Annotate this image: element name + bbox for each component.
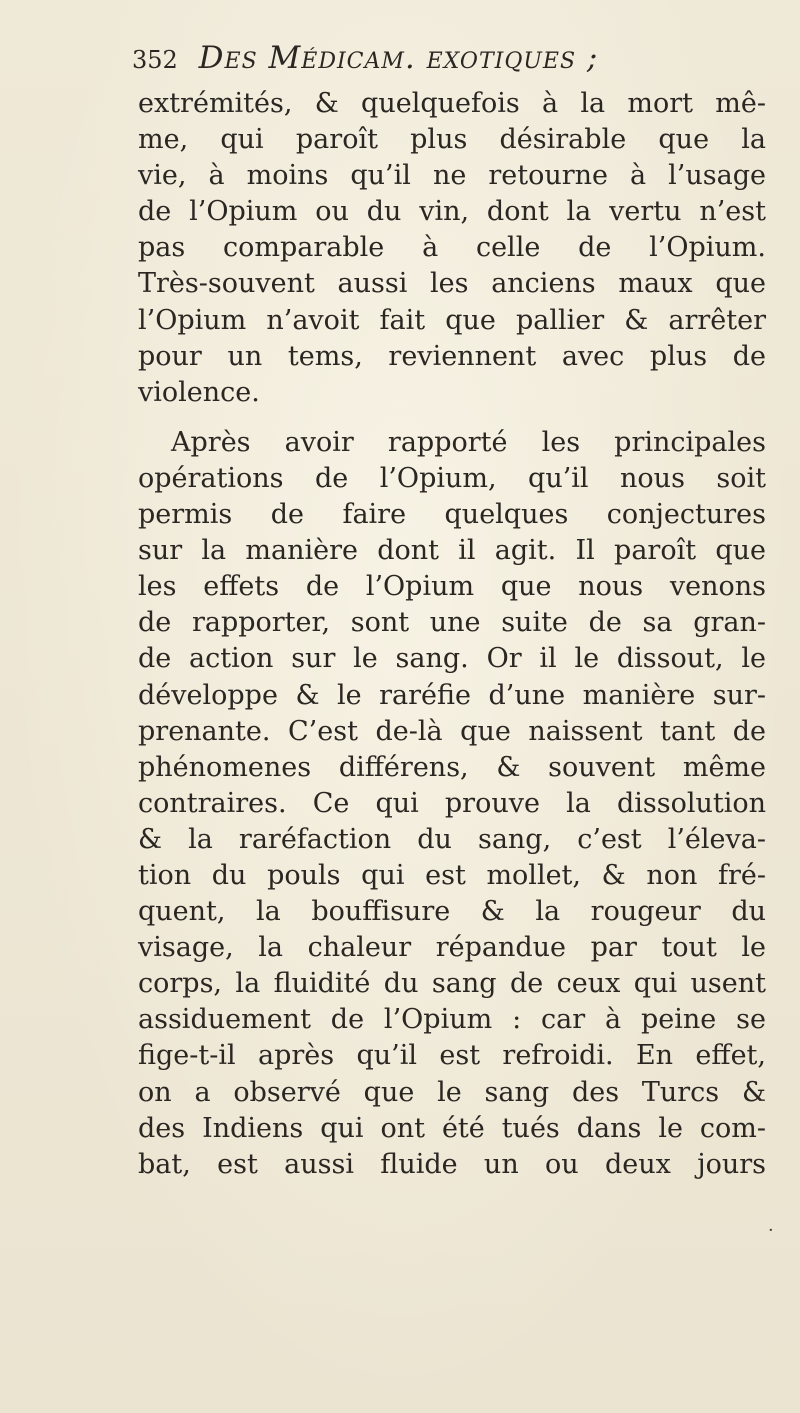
- text-line: tion du pouls qui est mollet, & non fré-: [138, 859, 766, 891]
- text-line: pas comparable à celle de l’Opium.: [138, 232, 766, 264]
- text-line: prenante. C’est de-là que naissent tant de: [138, 715, 766, 747]
- paragraph-break: [138, 411, 766, 425]
- text-line: vie, à moins qu’il ne retourne à l’usage: [138, 160, 766, 192]
- text-line: des Indiens qui ont été tués dans le com-: [138, 1112, 766, 1144]
- text-line: de action sur le sang. Or il le dissout, le: [138, 643, 766, 675]
- paragraph: [138, 86, 766, 411]
- body-text: [138, 86, 766, 1183]
- text-line: me, qui paroît plus désirable que la: [138, 124, 766, 156]
- text-line: corps, la fluidité du sang de ceux qui usent: [138, 968, 766, 1000]
- page-header: [132, 40, 752, 92]
- text-line: opérations de l’Opium, qu’il nous soit: [138, 462, 766, 494]
- text-line: permis de faire quelques conjectures: [138, 499, 766, 531]
- stray-ink-mark: ·: [768, 1220, 774, 1241]
- text-line: les effets de l’Opium que nous venons: [138, 571, 766, 603]
- text-line: quent, la bouffisure & la rougeur du: [138, 896, 766, 928]
- text-line: visage, la chaleur répandue par tout le: [138, 932, 766, 964]
- text-line: Très-souvent aussi les anciens maux que: [138, 268, 766, 300]
- text-line: développe & le raréfie d’une manière sur-: [138, 679, 766, 711]
- text-line: on a observé que le sang des Turcs &: [138, 1076, 766, 1108]
- text-line: de rapporter, sont une suite de sa gran-: [138, 607, 766, 639]
- text-line: contraires. Ce qui prouve la dissolution: [138, 787, 766, 819]
- text-line: l’Opium n’avoit fait que pallier & arrêter: [138, 304, 766, 336]
- text-line: phénomenes différens, & souvent même: [138, 751, 766, 783]
- text-line: & la raréfaction du sang, c’est l’éleva-: [138, 823, 766, 855]
- text-line: pour un tems, reviennent avec plus de: [138, 340, 766, 372]
- page-number: 352: [132, 46, 178, 74]
- text-line: bat, est aussi fluide un ou deux jours: [138, 1148, 766, 1180]
- text-line: assiduement de l’Opium : car à peine se: [138, 1004, 766, 1036]
- text-line: extrémités, & quelquefois à la mort mê-: [138, 88, 766, 119]
- text-line: Après avoir rapporté les principales: [171, 426, 766, 458]
- text-line: de l’Opium ou du vin, dont la vertu n’est: [138, 196, 766, 228]
- text-line: sur la manière dont il agit. Il paroît que: [138, 535, 766, 567]
- running-title: Des Médicam. exotiques ;: [198, 40, 599, 76]
- text-line: violence.: [138, 376, 260, 408]
- text-line: fige-t-il après qu’il est refroidi. En effet,: [138, 1040, 766, 1072]
- paragraph: [138, 425, 766, 1183]
